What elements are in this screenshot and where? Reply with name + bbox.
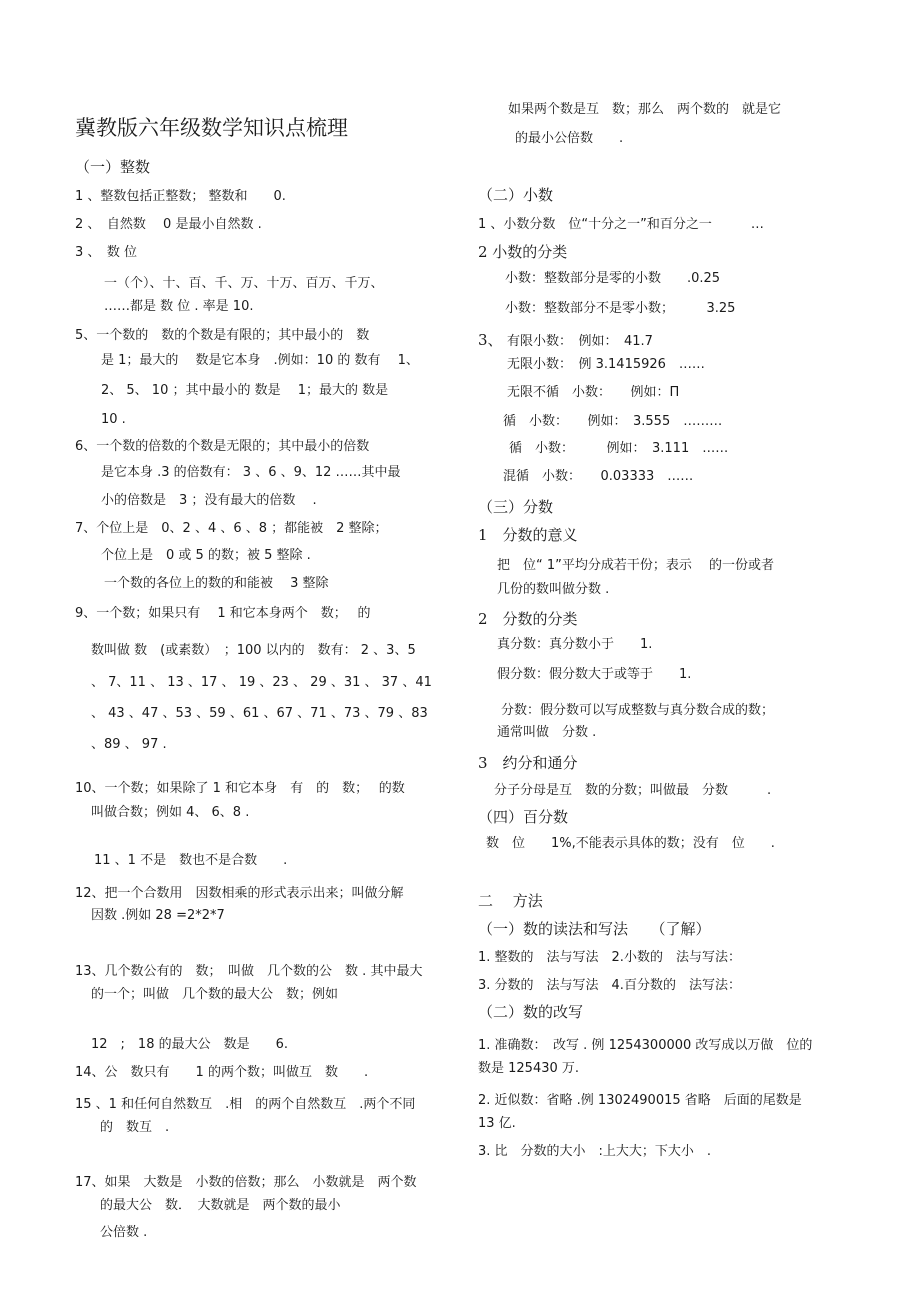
decimal-type-mixed-repeating: 混循 小数： 0.03333 …… <box>503 469 694 484</box>
point-17-line-a: 17、如果 大数是 小数的倍数；那么 小数就是 两个数 <box>75 1175 417 1190</box>
point-3: 3 、 数 位 <box>75 245 138 260</box>
percent-line: 数 位 1%,不能表示具体的数；没有 位 . <box>486 836 775 851</box>
point-7-line-a: 7、个位上是 0、2 、4 、6 、8 ；都能被 2 整除； <box>75 521 388 536</box>
rewriting-compare: 3. 比 分数的大小 :上大大；下大小 . <box>478 1144 712 1159</box>
page-title: 冀教版六年级数学知识点梳理 <box>75 116 348 140</box>
rewriting-approx-a: 2. 近似数：省略 .例 1302490015 省略 后面的尾数是 <box>478 1093 802 1108</box>
point-9-line-e: 、89 、 97 . <box>91 737 167 752</box>
point-13-line-a: 13、几个数公有的 数； 叫做 几个数的公 数 . 其中最大 <box>75 964 423 979</box>
point-5-line-c: 2、 5、 10 ；其中最小的 数是 1；最大的 数是 <box>101 383 389 398</box>
rewriting-approx-b: 13 亿. <box>478 1116 516 1131</box>
point-12-line-b: 因数 .例如 28 =2*2*7 <box>91 908 225 923</box>
decimal-point-1: 1 、小数分数 位“十分之一”和百分之一 … <box>478 217 764 232</box>
fraction-mixed-a: 分数：假分数可以写成整数与真分数合成的数； <box>501 703 775 718</box>
reading-writing-line-a: 1. 整数的 法与写法 2.小数的 法与写法： <box>478 950 741 965</box>
decimal-type-infinite: 无限小数： 例 3.1415926 …… <box>507 357 705 372</box>
section-heading-fractions: （三）分数 <box>478 498 554 516</box>
decimal-class-b: 小数：整数部分不是零小数； 3.25 <box>505 301 736 316</box>
rewriting-exact-b: 数是 125430 万. <box>478 1061 580 1076</box>
rewriting-heading: （二）数的改写 <box>478 1003 584 1021</box>
point-10-line-a: 10、一个数；如果除了 1 和它本身 有 的 数； 的数 <box>75 781 405 796</box>
decimal-type-finite: 有限小数： 例如： 41.7 <box>507 334 653 349</box>
fraction-mixed-b: 通常叫做 分数 . <box>497 725 597 740</box>
point-6-line-b: 是它本身 .3 的倍数有： 3 、6 、9、12 ……其中最 <box>101 465 401 480</box>
point-5-line-a: 5、一个数的 数的个数是有限的；其中最小的 数 <box>75 328 370 343</box>
decimal-class-a: 小数：整数部分是零的小数 .0.25 <box>505 271 721 286</box>
decimal-type-pure-repeating: 循 小数： 例如： 3.111 …… <box>509 441 729 456</box>
point-1: 1 、整数包括正整数； 整数和 0. <box>75 189 286 204</box>
point-9-line-b: 数叫做 数 (或素数） ；100 以内的 数有： 2 、3、5 <box>91 643 416 658</box>
continued-line-b: 的最小公倍数 . <box>515 131 624 146</box>
point-3-line-b: ……都是 数 位 . 率是 10. <box>104 299 254 314</box>
continued-line-a: 如果两个数是互 数；那么 两个数的 就是它 <box>508 102 782 117</box>
point-6-line-a: 6、一个数的倍数的个数是无限的；其中最小的倍数 <box>75 439 370 454</box>
methods-heading: 二 方法 <box>478 892 543 910</box>
fraction-reduction-heading: 3 约分和通分 <box>478 754 578 772</box>
fraction-proper: 真分数：真分数小于 1. <box>497 637 653 652</box>
decimal-type-nonrepeating: 无限不循 小数： 例如：Π <box>507 385 680 400</box>
point-15-line-b: 的 数互 . <box>100 1120 170 1135</box>
section-heading-integers: （一）整数 <box>75 158 151 176</box>
point-7-line-b: 个位上是 0 或 5 的数；被 5 整除 . <box>101 548 311 563</box>
fraction-classification-heading: 2 分数的分类 <box>478 610 578 628</box>
fraction-improper: 假分数：假分数大于或等于 1. <box>497 667 692 682</box>
point-7-line-c: 一个数的各位上的数的和能被 3 整除 <box>104 576 329 591</box>
point-14: 14、公 数只有 1 的两个数；叫做互 数 . <box>75 1065 369 1080</box>
point-9-line-d: 、 43 、47 、53 、59 、61 、67 、71 、73 、79 、83 <box>91 706 428 721</box>
point-9-line-a: 9、一个数；如果只有 1 和它本身两个 数； 的 <box>75 606 371 621</box>
point-17-line-c: 公倍数 . <box>100 1225 148 1240</box>
decimal-type-number: 3、 <box>478 331 503 349</box>
point-13-line-b: 的一个；叫做 几个数的最大公 数；例如 <box>91 987 339 1002</box>
decimal-classification-heading: 2 小数的分类 <box>478 243 568 261</box>
point-13-line-c: 12 ; 18 的最大公 数是 6. <box>91 1037 288 1052</box>
section-heading-decimals: （二）小数 <box>478 186 554 204</box>
point-3-line-a: 一（个）、十、百、千、万、十万、百万、千万、 <box>104 276 384 291</box>
point-15-line-a: 15 、1 和任何自然数互 .相 的两个自然数互 .两个不同 <box>75 1097 416 1112</box>
point-11: 11 、1 不是 数也不是合数 . <box>94 853 288 868</box>
point-2: 2 、 自然数 0 是最小自然数 . <box>75 217 262 232</box>
decimal-type-repeating: 循 小数： 例如： 3.555 ……… <box>503 414 723 429</box>
fraction-meaning-line-b: 几份的数叫做分数 . <box>497 582 610 597</box>
section-heading-percent: （四）百分数 <box>478 808 569 826</box>
point-5-line-b: 是 1；最大的 数是它本身 .例如：10 的 数有 1、 <box>101 353 419 368</box>
fraction-meaning-line-a: 把 位“ 1”平均分成若干份；表示 的一份或者 <box>497 558 775 573</box>
point-6-line-c: 小的倍数是 3 ；没有最大的倍数 . <box>101 493 317 508</box>
point-5-line-d: 10 . <box>101 412 126 427</box>
rewriting-exact-a: 1. 准确数： 改写 . 例 1254300000 改写成以万做 位的 <box>478 1038 813 1053</box>
fraction-reduction-line: 分子分母是互 数的分数；叫做最 分数 . <box>494 783 772 798</box>
reading-writing-line-b: 3. 分数的 法与写法 4.百分数的 法写法： <box>478 978 741 993</box>
point-17-line-b: 的最大公 数． 大数就是 两个数的最小 <box>100 1198 341 1213</box>
point-12-line-a: 12、把一个合数用 因数相乘的形式表示出来；叫做分解 <box>75 886 404 901</box>
fraction-meaning-heading: 1 分数的意义 <box>478 526 578 544</box>
reading-writing-heading: （一）数的读法和写法 （了解） <box>478 920 711 938</box>
point-9-line-c: 、 7、11 、 13 、17 、 19 、23 、 29 、31 、 37 、41 <box>91 675 432 690</box>
point-10-line-b: 叫做合数；例如 4、 6、8 . <box>91 805 250 820</box>
